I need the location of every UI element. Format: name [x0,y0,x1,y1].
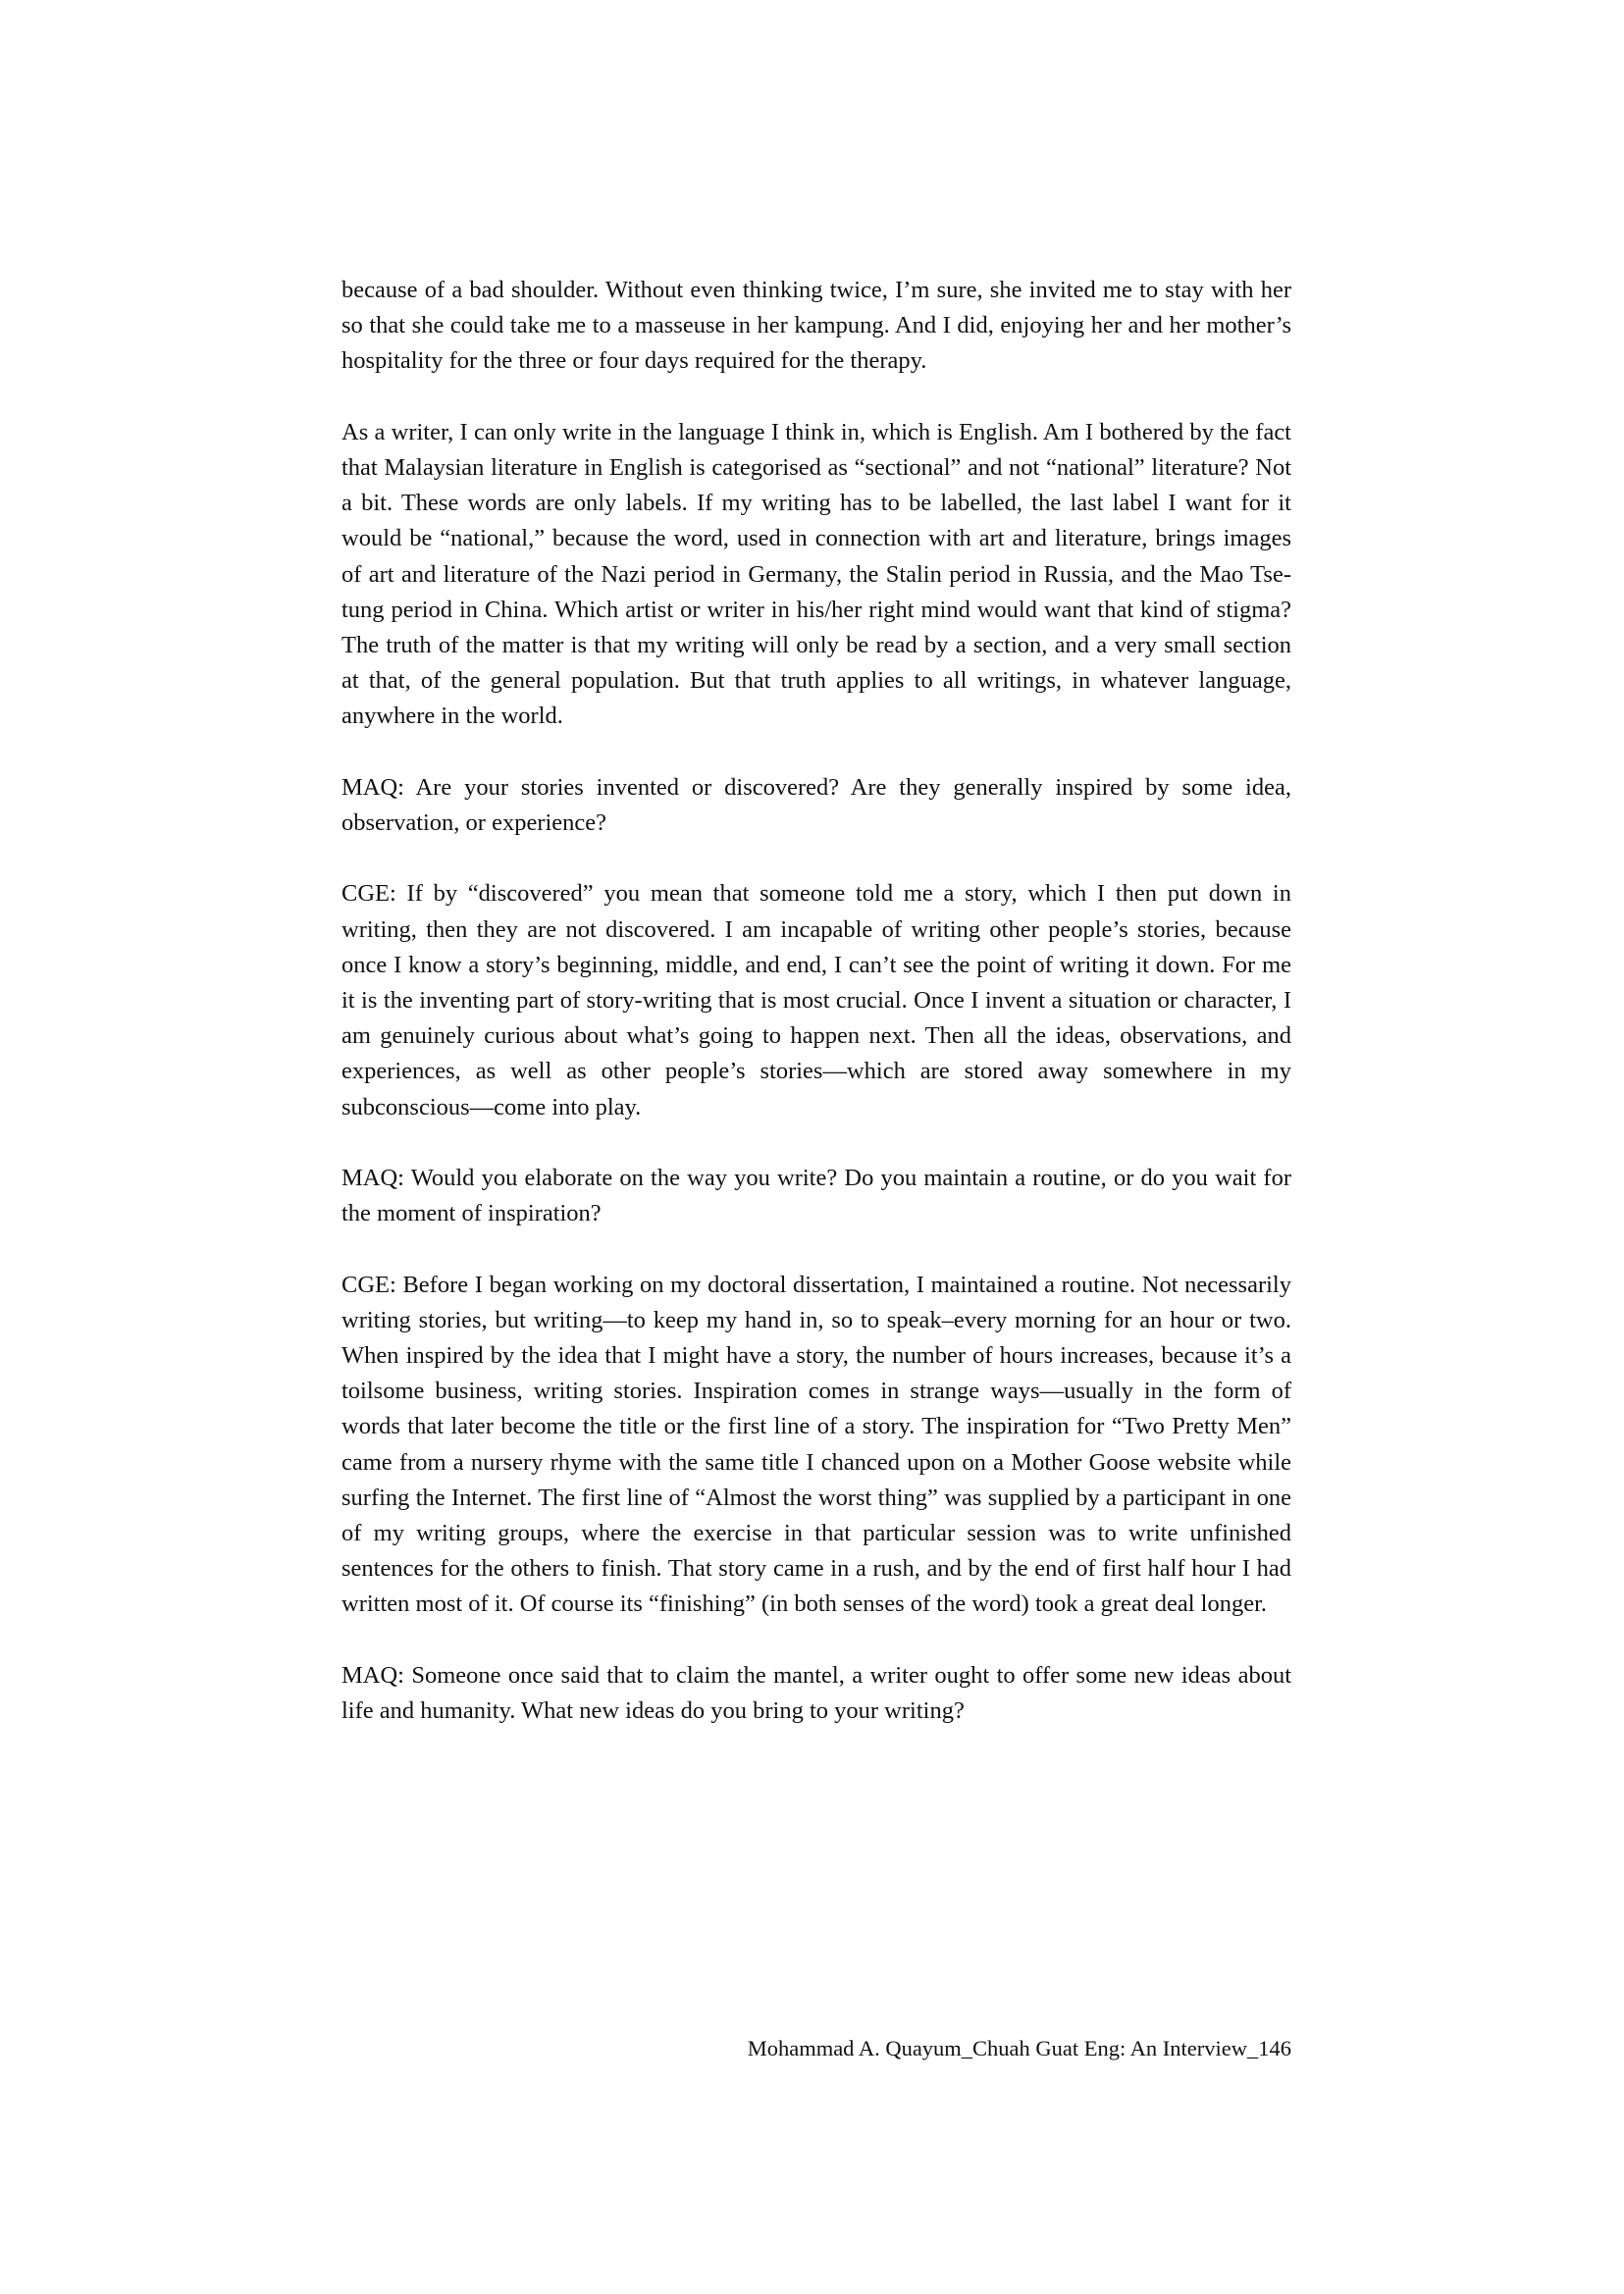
question-invented-or-discovered: MAQ: Are your stories invented or discovered? Are they generally inspired by some idea, observation, or experience? [341,773,1291,837]
paragraph-massage-story: because of a bad shoulder. Without even thinking twice, I’m sure, she invited me to stay with her so that she could take me to a masseuse in her kampung. And I did, enjoying her and her mother’s hospitality for the three or four days required for the therapy. [341,277,1291,375]
answer-invented-or-discovered: CGE: If by “discovered” you mean that someone told me a story, which I then put down in writing, then they are not discovered. I am incapable of writing other people’s stories, because once I know a story’s beginning, middle, and end, I can’t see the point of writing it down. For me it is the inventing part of story-writing that is most crucial. Once I invent a situation or character, I am genuinely curious about what’s going to happen next. Then all the ideas, observations, and experiences, as well as other people’s stories—which are stored away somewhere in my subconscious—come into play. [341,880,1291,1121]
question-new-ideas: MAQ: Someone once said that to claim the mantel, a writer ought to offer some new ideas about life and humanity. What new ideas do you bring to your writing? [341,1661,1291,1725]
question-writing-routine: MAQ: Would you elaborate on the way you write? Do you maintain a routine, or do you wait for the moment of inspiration? [341,1165,1291,1227]
answer-writing-routine: CGE: Before I began working on my doctoral dissertation, I maintained a routine. Not necessarily writing stories, but writing—to keep my hand in, so to speak–every morning for an hour or two. When inspired by the idea that I might have a story, the number of hours increases, because it’s a toilsome business, writing stories. Inspiration comes in strange ways—usually in the form of words that later become the title or the first line of a story. The inspiration for “Two Pretty Men” came from a nursery rhyme with the same title I chanced upon on a Mother Goose website while surfing the Internet. The first line of “Almost the worst thing” was supplied by a participant in one of my writing groups, where the exercise in that particular session was to write unfinished sentences for the others to finish. That story came in a rush, and by the end of first half hour I had written most of it. Of course its “finishing” (in both senses of the word) took a great deal longer. [341,1271,1291,1618]
body-text [341,273,1291,1764]
page-footer: Mohammad A. Quayum_Chuah Guat Eng: An Interview_146 [747,2036,1291,2060]
paragraph-national-literature: As a writer, I can only write in the language I think in, which is English. Am I bothered by the fact that Malaysian literature in English is categorised as “sectional” and not “national” literature? Not a bit. These words are only labels. If my writing has to be labelled, the last label I want for it would be “national,” because the word, used in connection with art and literature, brings images of art and literature of the Nazi period in Germany, the Stalin period in Russia, and the Mao Tse-tung period in China. Which artist or writer in his/her right mind would want that kind of stigma? The truth of the matter is that my writing will only be read by a section, and a very small section at that, of the general population. But that truth applies to all writings, in whatever language, anywhere in the world. [341,418,1291,730]
